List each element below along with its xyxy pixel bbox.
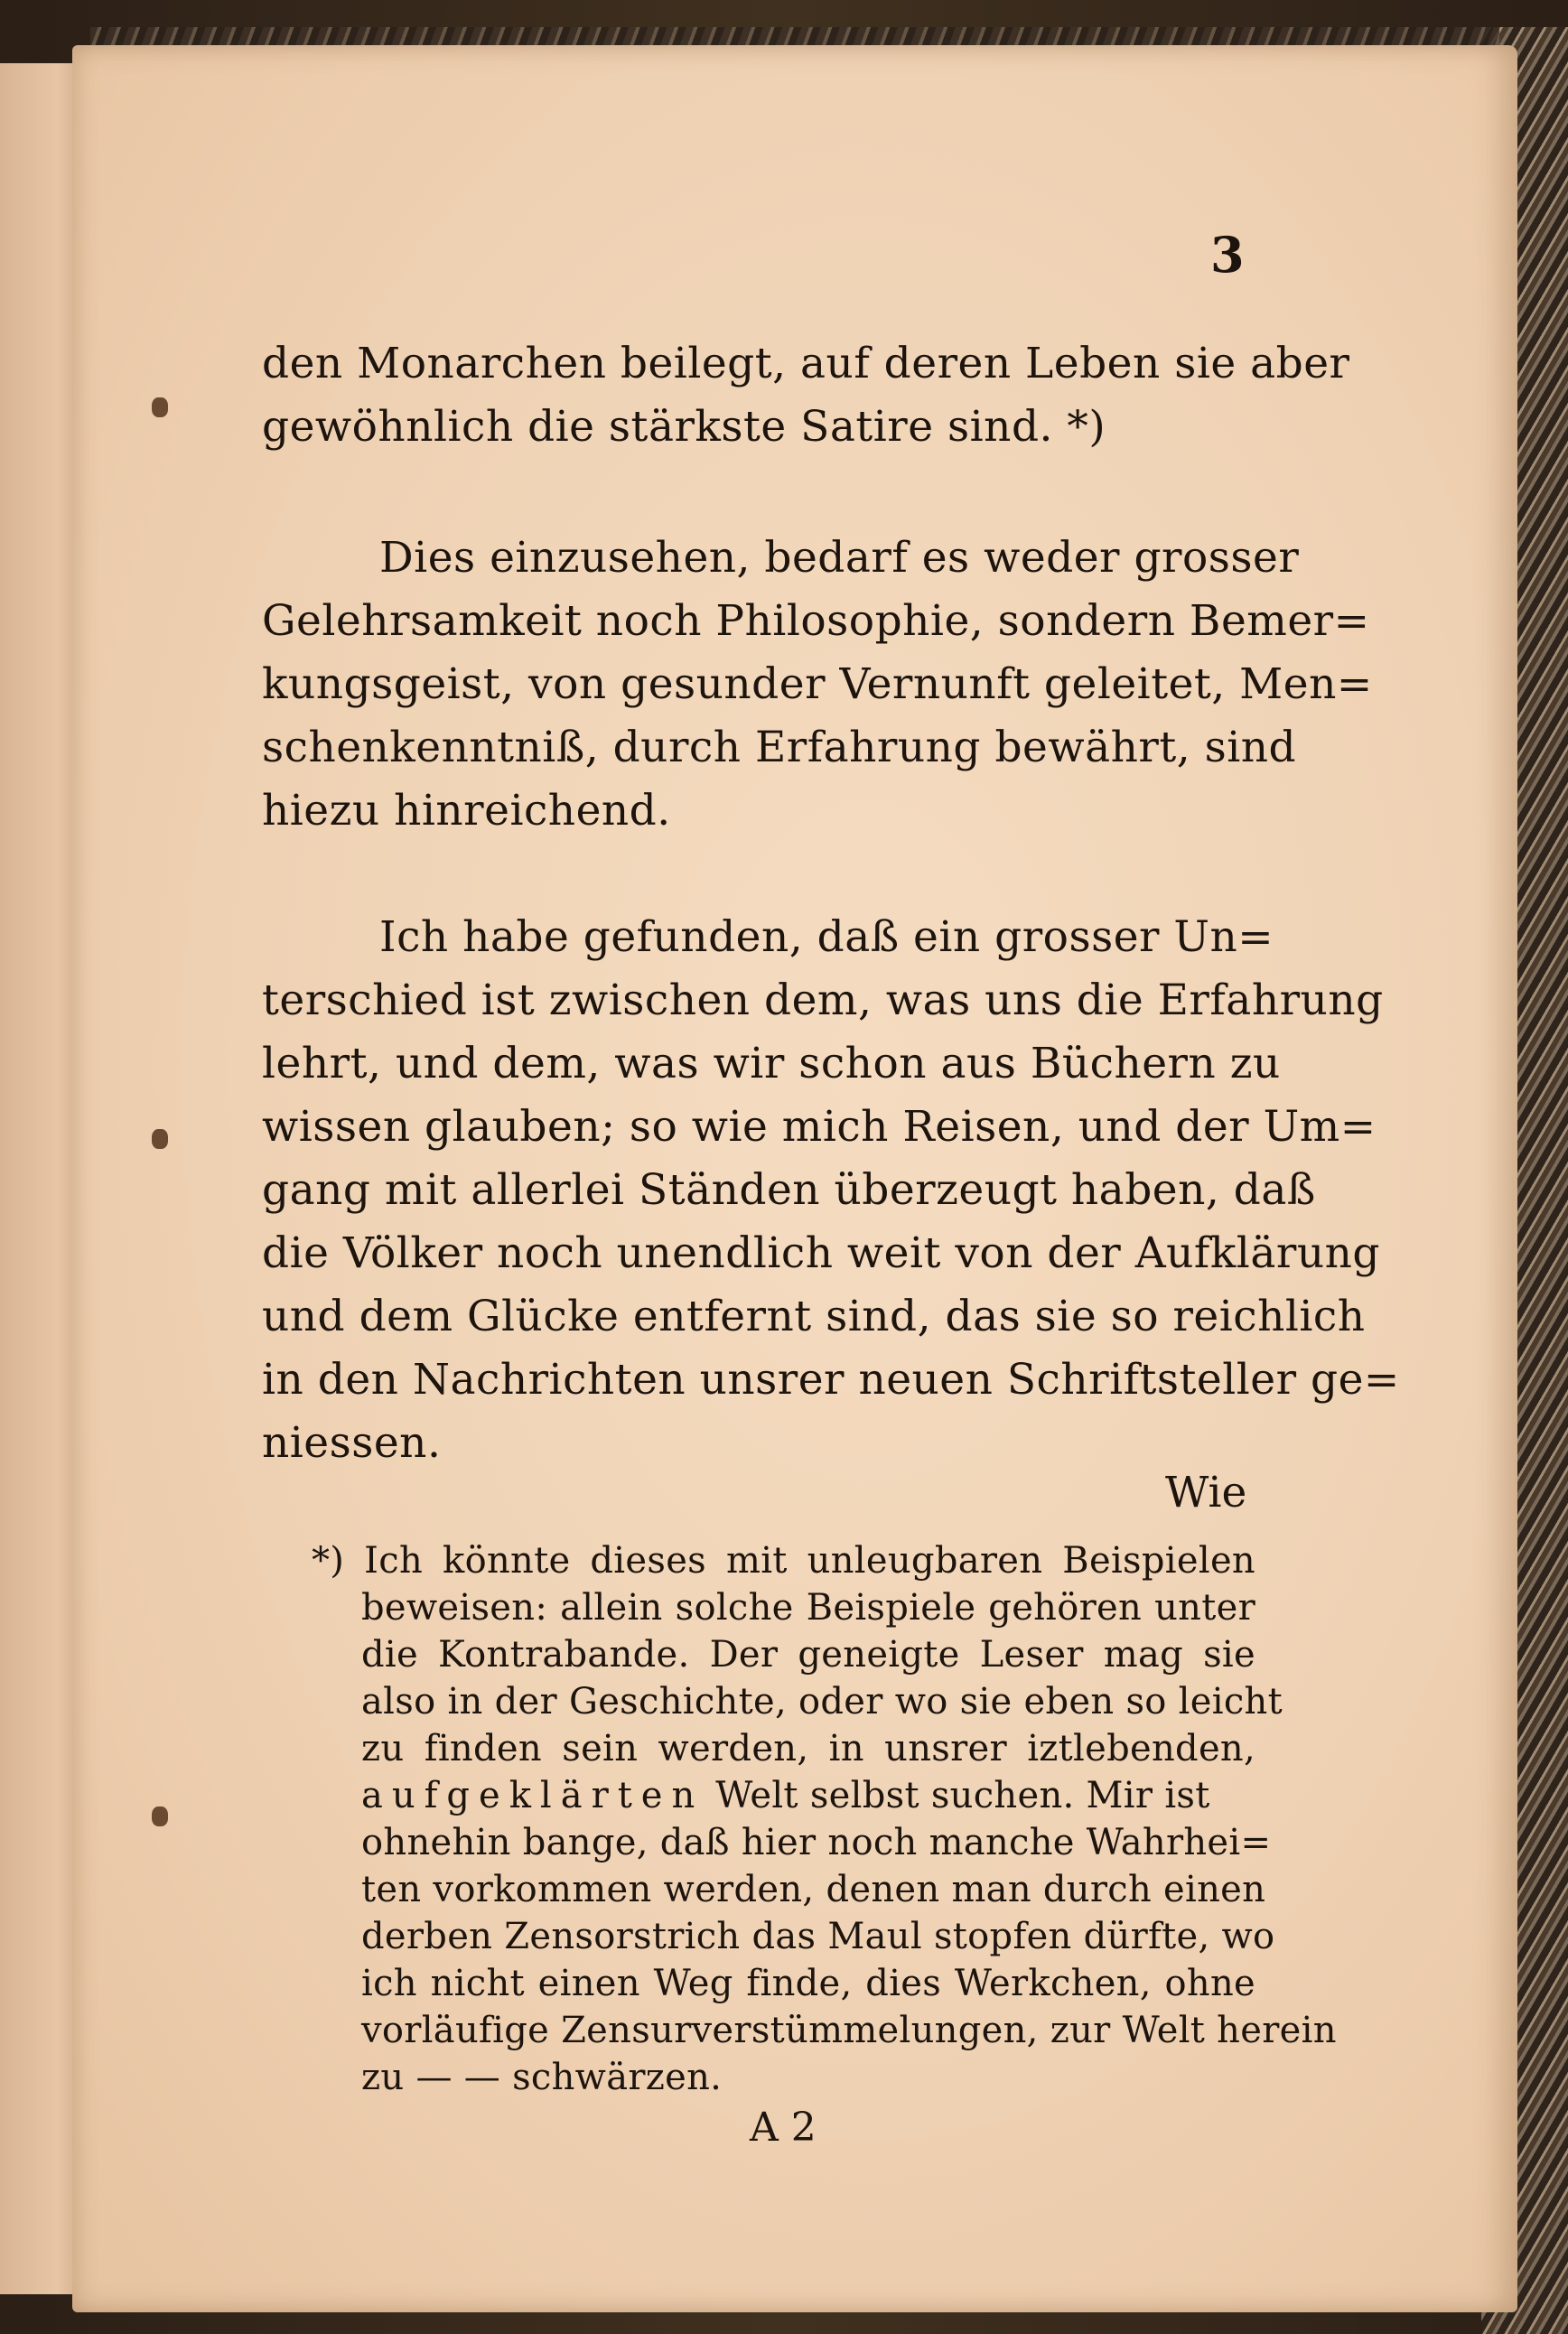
footnote-line: beweisen: allein solche Beispiele gehören unter [361, 1587, 1255, 1629]
footnote-line [361, 1775, 1255, 1816]
body-line: Ich habe gefunden, daß ein grosser Un= [379, 912, 1274, 962]
body-line: Gelehrsamkeit noch Philosophie, sondern Bemer= [262, 596, 1370, 646]
footnote-line: also in der Geschichte, oder wo sie eben so leicht [361, 1681, 1283, 1722]
body-line: hiezu hinreichend. [262, 786, 671, 836]
body-line: den Monarchen beilegt, auf deren Leben sie aber [262, 339, 1350, 388]
printer-signature: A 2 [750, 2105, 817, 2151]
footnote-line-rest: Welt selbst suchen. Mir ist [715, 1775, 1210, 1816]
body-line: lehrt, und dem, was wir schon aus Büchern zu [262, 1039, 1281, 1088]
body-line: terschied ist zwischen dem, was uns die Erfahrung [262, 976, 1384, 1025]
footnote-line: die Kontrabande. Der geneigte Leser mag sie [361, 1634, 1255, 1676]
body-line: Dies einzusehen, bedarf es weder grosser [379, 533, 1300, 583]
footnote-line: ohnehin bange, daß hier noch manche Wahrhei= [361, 1822, 1272, 1863]
binding-hole [152, 1807, 168, 1826]
footnote-line: ten vorkommen werden, denen man durch einen [361, 1869, 1266, 1910]
body-line: schenkenntniß, durch Erfahrung bewährt, sind [262, 723, 1297, 772]
footnote-line: vorläufige Zensurverstümmelungen, zur Welt herein [361, 2010, 1337, 2051]
body-line: niessen. [262, 1418, 442, 1468]
body-line: wissen glauben; so wie mich Reisen, und der Um= [262, 1102, 1377, 1152]
body-line: gewöhnlich die stärkste Satire sind. *) [262, 402, 1106, 452]
body-line: in den Nachrichten unsrer neuen Schriftsteller ge= [262, 1355, 1400, 1405]
body-line: die Völker noch unendlich weit von der Aufklärung [262, 1228, 1380, 1278]
body-line: gang mit allerlei Ständen überzeugt haben, daß [262, 1165, 1316, 1215]
body-line: kungsgeist, von gesunder Vernunft geleitet, Men= [262, 659, 1373, 709]
footnote-line: zu finden sein werden, in unsrer iztlebenden, [361, 1728, 1255, 1769]
emphasized-word: aufgeklärten [361, 1775, 705, 1816]
catchword: Wie [1165, 1468, 1247, 1517]
page-number: 3 [1210, 226, 1245, 284]
binding-hole [152, 397, 168, 417]
body-line: und dem Glücke entfernt sind, das sie so reichlich [262, 1292, 1366, 1341]
footnote-line: ich nicht einen Weg finde, dies Werkchen, ohne [361, 1963, 1255, 2004]
footnote-line: zu — — schwärzen. [361, 2057, 723, 2098]
binding-hole [152, 1129, 168, 1149]
footnote-line: *) Ich könnte dieses mit unleugbaren Beispielen [312, 1540, 1255, 1582]
footnote-line: derben Zensorstrich das Maul stopfen dürfte, wo [361, 1916, 1275, 1957]
